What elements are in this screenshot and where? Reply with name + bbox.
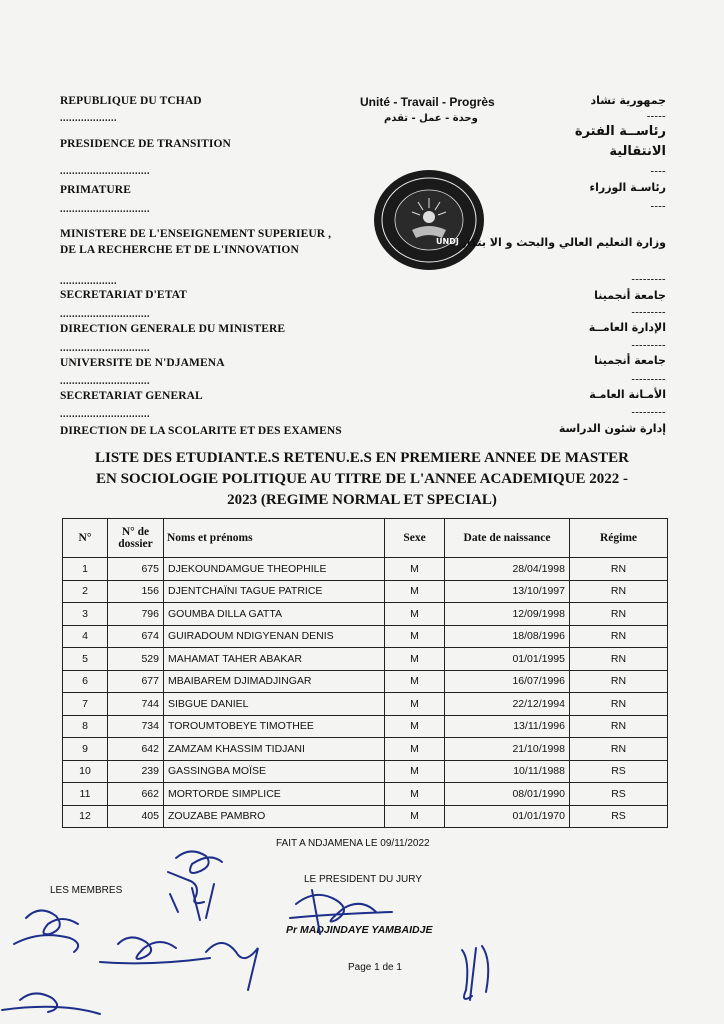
table-row <box>63 580 668 603</box>
cell-name: ZAMZAM KHASSIM TIDJANI <box>164 738 385 761</box>
president-name: Pr MADJINDAYE YAMBAIDJE <box>286 924 433 936</box>
header-direction-scolarite: DIRECTION DE LA SCOLARITE ET DES EXAMENS <box>60 425 342 437</box>
cell-no: 1 <box>63 558 108 581</box>
cell-dob: 01/01/1995 <box>445 648 570 671</box>
separator-dashes: --------- <box>631 274 666 285</box>
cell-name: SIBGUE DANIEL <box>164 693 385 716</box>
separator-dashes: ---- <box>650 166 666 177</box>
separator-dashes: --------- <box>631 307 666 318</box>
document-title <box>40 448 684 511</box>
cell-dossier: 405 <box>108 805 164 828</box>
separator-dots: ................... <box>60 113 117 124</box>
cell-no: 5 <box>63 648 108 671</box>
cell-no: 8 <box>63 715 108 738</box>
table-row <box>63 715 668 738</box>
cell-name: TOROUMTOBEYE TIMOTHEE <box>164 715 385 738</box>
header-secretariat-general: SECRETARIAT GENERAL <box>60 390 203 402</box>
table-row <box>63 738 668 761</box>
title-line: 2023 (REGIME NORMAL ET SPECIAL) <box>227 492 497 508</box>
table-row <box>63 603 668 626</box>
cell-dob: 28/04/1998 <box>445 558 570 581</box>
header-dossier <box>108 519 164 558</box>
cell-sex: M <box>385 648 445 671</box>
cell-regime: RS <box>570 805 668 828</box>
cell-regime: RS <box>570 783 668 806</box>
cell-dossier: 677 <box>108 670 164 693</box>
header-ar-university: جامعة أنجمينا <box>594 354 666 367</box>
students-table <box>62 518 668 828</box>
cell-dossier: 239 <box>108 760 164 783</box>
cell-dob: 01/01/1970 <box>445 805 570 828</box>
cell-dossier: 156 <box>108 580 164 603</box>
header-republic: REPUBLIQUE DU TCHAD <box>60 95 202 107</box>
cell-name: GUIRADOUM NDIGYENAN DENIS <box>164 625 385 648</box>
cell-regime: RN <box>570 625 668 648</box>
cell-dob: 13/10/1997 <box>445 580 570 603</box>
table-row <box>63 783 668 806</box>
header-secretariat-etat: SECRETARIAT D'ETAT <box>60 289 187 301</box>
header-ar-presidency-line2: الانتقالية <box>609 144 666 159</box>
table-row <box>63 693 668 716</box>
table-row <box>63 648 668 671</box>
title-line: LISTE DES ETUDIANT.E.S RETENU.E.S EN PREMIERE ANNEE DE MASTER <box>94 450 630 466</box>
cell-dob: 21/10/1998 <box>445 738 570 761</box>
separator-dashes: ----- <box>646 111 666 122</box>
table-row <box>63 625 668 648</box>
separator-dots: .............................. <box>60 376 150 387</box>
cell-dossier: 642 <box>108 738 164 761</box>
separator-dashes: ---- <box>650 201 666 212</box>
header-sex: Sexe <box>385 519 445 558</box>
separator-dots: ................... <box>60 276 117 287</box>
cell-no: 7 <box>63 693 108 716</box>
cell-dob: 10/11/1988 <box>445 760 570 783</box>
cell-name: DJENTCHAÏNI TAGUE PATRICE <box>164 580 385 603</box>
cell-sex: M <box>385 783 445 806</box>
table-row <box>63 670 668 693</box>
cell-dossier: 744 <box>108 693 164 716</box>
header-dob: Date de naissance <box>445 519 570 558</box>
cell-no: 4 <box>63 625 108 648</box>
cell-regime: RN <box>570 648 668 671</box>
separator-dashes: --------- <box>631 407 666 418</box>
president-label: LE PRESIDENT DU JURY <box>304 874 422 885</box>
cell-regime: RS <box>570 760 668 783</box>
cell-regime: RN <box>570 693 668 716</box>
cell-regime: RN <box>570 738 668 761</box>
members-label: LES MEMBRES <box>50 885 123 896</box>
header-ar-scolarite: إدارة شئون الدراسة <box>558 422 666 435</box>
cell-name: MBAIBAREM DJIMADJINGAR <box>164 670 385 693</box>
cell-sex: M <box>385 670 445 693</box>
cell-regime: RN <box>570 580 668 603</box>
cell-sex: M <box>385 760 445 783</box>
cell-regime: RN <box>570 558 668 581</box>
cell-dossier: 529 <box>108 648 164 671</box>
cell-sex: M <box>385 805 445 828</box>
university-seal-icon <box>372 168 486 272</box>
cell-sex: M <box>385 603 445 626</box>
motto-french: Unité - Travail - Progrès <box>360 95 495 109</box>
separator-dots: .............................. <box>60 309 150 320</box>
cell-dossier: 662 <box>108 783 164 806</box>
cell-dossier: 674 <box>108 625 164 648</box>
cell-sex: M <box>385 738 445 761</box>
table-header-row <box>63 519 668 558</box>
table-row <box>63 805 668 828</box>
header-ministry-line2: DE LA RECHERCHE ET DE L'INNOVATION <box>60 244 299 256</box>
cell-no: 9 <box>63 738 108 761</box>
cell-sex: M <box>385 625 445 648</box>
cell-no: 6 <box>63 670 108 693</box>
cell-dossier: 734 <box>108 715 164 738</box>
cell-name: DJEKOUNDAMGUE THEOPHILE <box>164 558 385 581</box>
cell-regime: RN <box>570 603 668 626</box>
cell-name: ZOUZABE PAMBRO <box>164 805 385 828</box>
separator-dots: .............................. <box>60 409 150 420</box>
separator-dots: .............................. <box>60 204 150 215</box>
cell-name: GASSINGBA MOÏSE <box>164 760 385 783</box>
header-ar-university: جامعة أنجمينا <box>594 289 666 302</box>
cell-dob: 12/09/1998 <box>445 603 570 626</box>
header-ministry-line1: MINISTERE DE L'ENSEIGNEMENT SUPERIEUR , <box>60 228 332 240</box>
cell-name: GOUMBA DILLA GATTA <box>164 603 385 626</box>
header-regime: Régime <box>570 519 668 558</box>
cell-no: 10 <box>63 760 108 783</box>
cell-no: 12 <box>63 805 108 828</box>
cell-no: 3 <box>63 603 108 626</box>
cell-no: 11 <box>63 783 108 806</box>
separator-dots: .............................. <box>60 166 150 177</box>
header-ar-general: الأمـانة العامـة <box>589 388 666 401</box>
cell-dossier: 796 <box>108 603 164 626</box>
cell-sex: M <box>385 580 445 603</box>
header-no: N° <box>63 519 108 558</box>
page-number: Page 1 de 1 <box>348 962 402 973</box>
place-date: FAIT A NDJAMENA LE 09/11/2022 <box>276 838 430 849</box>
cell-regime: RN <box>570 715 668 738</box>
cell-regime: RN <box>570 670 668 693</box>
cell-no: 2 <box>63 580 108 603</box>
cell-name: MORTORDE SIMPLICE <box>164 783 385 806</box>
header-presidency: PRESIDENCE DE TRANSITION <box>60 138 231 150</box>
separator-dashes: --------- <box>631 340 666 351</box>
table-row <box>63 558 668 581</box>
header-dossier-line2: dossier <box>118 538 153 550</box>
header-ar-ministry: وزارة التعليم العالي والبحث و الا بتكار <box>460 236 666 249</box>
header-direction-generale: DIRECTION GENERALE DU MINISTERE <box>60 323 286 335</box>
cell-dob: 08/01/1990 <box>445 783 570 806</box>
cell-dossier: 675 <box>108 558 164 581</box>
header-ar-presidency-line1: رئاســة الفترة <box>574 124 666 139</box>
cell-dob: 13/11/1996 <box>445 715 570 738</box>
separator-dashes: --------- <box>631 374 666 385</box>
header-ar-direction: الإدارة العامــة <box>588 321 666 334</box>
header-universite: UNIVERSITE DE N'DJAMENA <box>60 357 225 369</box>
header-primature: PRIMATURE <box>60 184 131 196</box>
cell-dob: 18/08/1996 <box>445 625 570 648</box>
cell-name: MAHAMAT TAHER ABAKAR <box>164 648 385 671</box>
table-row <box>63 760 668 783</box>
cell-dob: 22/12/1994 <box>445 693 570 716</box>
header-ar-republic: جمهورية تشاد <box>590 94 666 107</box>
motto-arabic: وحدة - عمل - تقدم <box>384 113 478 124</box>
separator-dots: .............................. <box>60 343 150 354</box>
seal-label: UNDJ <box>436 237 459 246</box>
cell-dob: 16/07/1996 <box>445 670 570 693</box>
header-name: Noms et prénoms <box>164 519 385 558</box>
cell-sex: M <box>385 715 445 738</box>
header-ar-primature: رئاسـة الوزراء <box>589 181 666 194</box>
cell-sex: M <box>385 558 445 581</box>
cell-sex: M <box>385 693 445 716</box>
title-line: EN SOCIOLOGIE POLITIQUE AU TITRE DE L'ANNEE ACADEMIQUE 2022 - <box>96 471 628 487</box>
header-dossier-line1: N° de <box>121 526 150 538</box>
